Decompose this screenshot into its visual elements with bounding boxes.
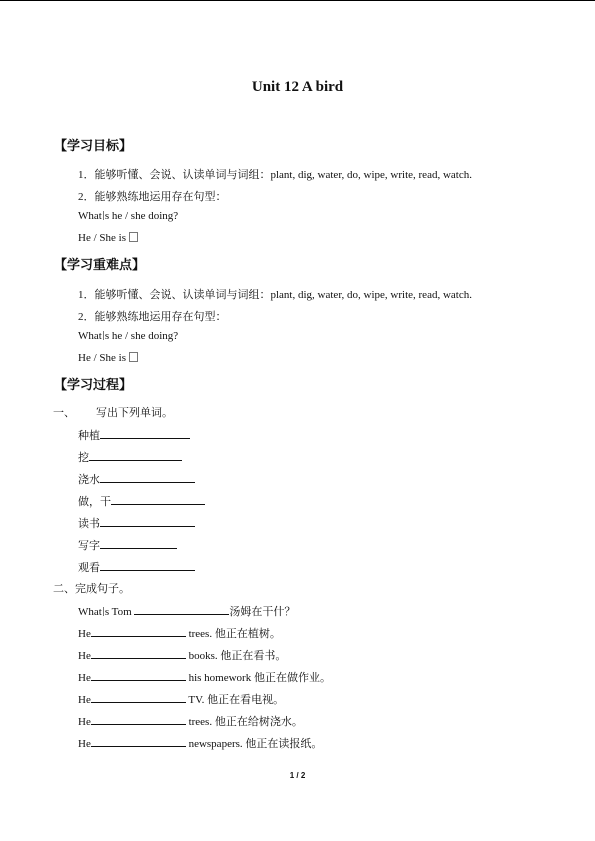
answer-blank[interactable] [91, 669, 186, 681]
goals-answer-text: He / She is [78, 232, 126, 244]
answer-blank[interactable] [100, 515, 195, 527]
word-label: 浇水 [78, 474, 100, 486]
sentence-row [78, 669, 331, 685]
question-b: s Tom [104, 606, 132, 618]
word-label: 写字 [78, 540, 100, 552]
apostrophe-glyph [103, 607, 104, 616]
sentence-row [78, 735, 322, 751]
keypoints-question-a: What [78, 330, 102, 342]
question-a: What [78, 606, 102, 618]
keypoints-question-b: s he / she doing? [104, 330, 179, 342]
answer-blank[interactable] [91, 735, 186, 747]
goals-question [78, 210, 178, 222]
keypoints-heading: 【学习重难点】 [54, 258, 146, 273]
keypoints-item-1: 1．能够听懂、会说、认读单词与词组：plant, dig, water, do, wipe, write, read, watch. [78, 289, 472, 301]
part2-question [78, 603, 295, 619]
sentence-subject: He [78, 650, 91, 662]
word-item [78, 471, 195, 487]
goals-question-b: s he / she doing? [104, 210, 179, 222]
keypoints-answer-text: He / She is [78, 352, 126, 364]
sentence-tail: his homework 他正在做作业。 [188, 672, 331, 684]
part1-number: 一、 [53, 407, 75, 419]
process-heading: 【学习过程】 [54, 378, 133, 393]
word-label: 挖 [78, 452, 89, 464]
keypoints-answer [78, 352, 138, 364]
goals-item-1: 1．能够听懂、会说、认读单词与词组：plant, dig, water, do, wipe, write, read, watch. [78, 169, 472, 181]
apostrophe-glyph [103, 211, 104, 220]
answer-blank[interactable] [111, 493, 205, 505]
answer-blank[interactable] [100, 559, 195, 571]
word-label: 读书 [78, 518, 100, 530]
sentence-subject: He [78, 694, 91, 706]
sentence-tail: trees. 他正在给树浇水。 [188, 716, 303, 728]
word-item [78, 559, 195, 575]
page-title: Unit 12 A bird [251, 79, 344, 95]
sentence-tail: TV. 他正在看电视。 [188, 694, 285, 706]
answer-blank[interactable] [91, 691, 186, 703]
sentence-subject: He [78, 738, 91, 750]
part2-instruction: 二、完成句子。 [53, 583, 130, 595]
answer-blank[interactable] [100, 537, 177, 549]
question-tail: 汤姆在干什？ [229, 606, 296, 618]
sentence-subject: He [78, 672, 91, 684]
sentence-tail: trees. 他正在植树。 [188, 628, 281, 640]
answer-blank[interactable] [91, 713, 186, 725]
goals-answer [78, 232, 138, 244]
word-item [78, 537, 177, 553]
sentence-tail: newspapers. 他正在读报纸。 [188, 738, 323, 750]
word-item [78, 515, 195, 531]
word-item [78, 427, 190, 443]
sentence-tail: books. 他正在看书。 [188, 650, 287, 662]
top-rule [0, 0, 595, 1]
answer-blank[interactable] [100, 471, 195, 483]
word-item [78, 493, 205, 509]
word-label: 做，干 [78, 496, 111, 508]
sentence-row [78, 625, 281, 641]
answer-blank[interactable] [134, 603, 229, 615]
answer-blank[interactable] [91, 647, 186, 659]
sentence-row [78, 691, 284, 707]
goals-item-2: 2．能够熟练地运用存在句型： [78, 191, 227, 203]
sentence-row [78, 647, 286, 663]
word-label: 种植 [78, 430, 100, 442]
keypoints-question [78, 330, 178, 342]
answer-blank[interactable] [100, 427, 190, 439]
missing-glyph-box [129, 352, 138, 362]
answer-blank[interactable] [91, 625, 186, 637]
sentence-subject: He [78, 716, 91, 728]
word-item [78, 449, 182, 465]
part1-instruction: 写出下列单词。 [96, 407, 173, 419]
word-label: 观看 [78, 562, 100, 574]
missing-glyph-box [129, 232, 138, 242]
page-number: 1 / 2 [289, 771, 306, 780]
goals-heading: 【学习目标】 [54, 139, 133, 154]
sentence-subject: He [78, 628, 91, 640]
goals-question-a: What [78, 210, 102, 222]
sentence-row [78, 713, 303, 729]
answer-blank[interactable] [89, 449, 182, 461]
keypoints-item-2: 2．能够熟练地运用存在句型： [78, 311, 227, 323]
apostrophe-glyph [103, 331, 104, 340]
